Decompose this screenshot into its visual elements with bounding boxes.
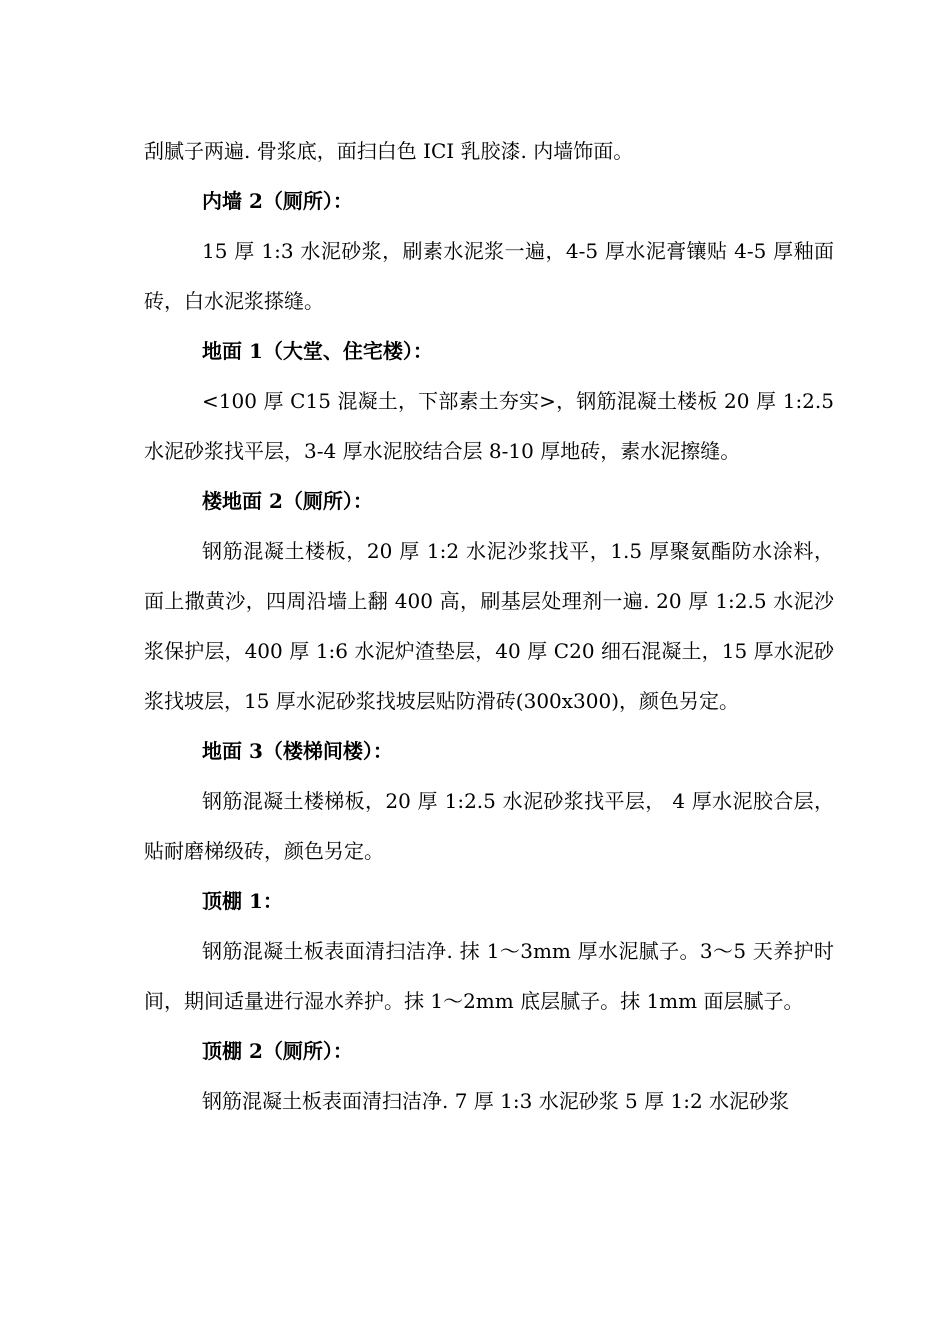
heading-interior-wall-2: 内墙 2（厕所）： <box>202 189 353 213</box>
heading-floor-1: 地面 1（大堂、住宅楼）： <box>202 339 433 363</box>
heading-ceiling-2: 顶棚 2（厕所）： <box>202 1039 353 1063</box>
paragraph-ceiling-1: 钢筋混凝土板表面清扫洁净. 抹 1～3mm 厚水泥腻子。3～5 天养护时间，期间适量进行湿水养护。抹 1～2mm 底层腻子。抹 1mm 面层腻子。 <box>144 939 834 1013</box>
paragraph-ceiling-2: 钢筋混凝土板表面清扫洁净. 7 厚 1:3 水泥砂浆 5 厚 1:2 水泥砂浆 <box>202 1089 790 1113</box>
paragraph-floor-2: 钢筋混凝土楼板，20 厚 1:2 水泥沙浆找平，1.5 厚聚氨酯防水涂料，面上撒黄沙，四周沿墙上翻 400 高，刷基层处理剂一遍. 20 厚 1:2.5 水泥沙浆保护层，400 厚 1:6 水泥炉渣垫层，40 厚 C20 细石混凝土，15 厚水泥砂浆找坡层，15 厚水泥砂浆找坡层贴防滑砖(300x300)，颜色另定。 <box>144 539 834 713</box>
paragraph-floor-3: 钢筋混凝土楼梯板，20 厚 1:2.5 水泥砂浆找平层， 4 厚水泥胶合层，贴耐磨梯级砖，颜色另定。 <box>144 789 834 863</box>
heading-floor-3: 地面 3（楼梯间楼）： <box>202 739 393 763</box>
paragraph-interior-wall-2: 15 厚 1:3 水泥砂浆，刷素水泥浆一遍，4-5 厚水泥膏镶贴 4-5 厚釉面砖，白水泥浆搽缝。 <box>144 239 834 313</box>
paragraph-floor-1: <100 厚 C15 混凝土，下部素土夯实>，钢筋混凝土楼板 20 厚 1:2.5 水泥砂浆找平层，3-4 厚水泥胶结合层 8-10 厚地砖，素水泥擦缝。 <box>144 389 834 463</box>
paragraph-interior-wall-1-continuation: 刮腻子两遍. 骨浆底，面扫白色 ICI 乳胶漆. 内墙饰面。 <box>144 139 634 163</box>
heading-floor-2: 楼地面 2（厕所）： <box>202 489 373 513</box>
document-body <box>144 126 834 1126</box>
heading-ceiling-1: 顶棚 1： <box>202 889 283 913</box>
